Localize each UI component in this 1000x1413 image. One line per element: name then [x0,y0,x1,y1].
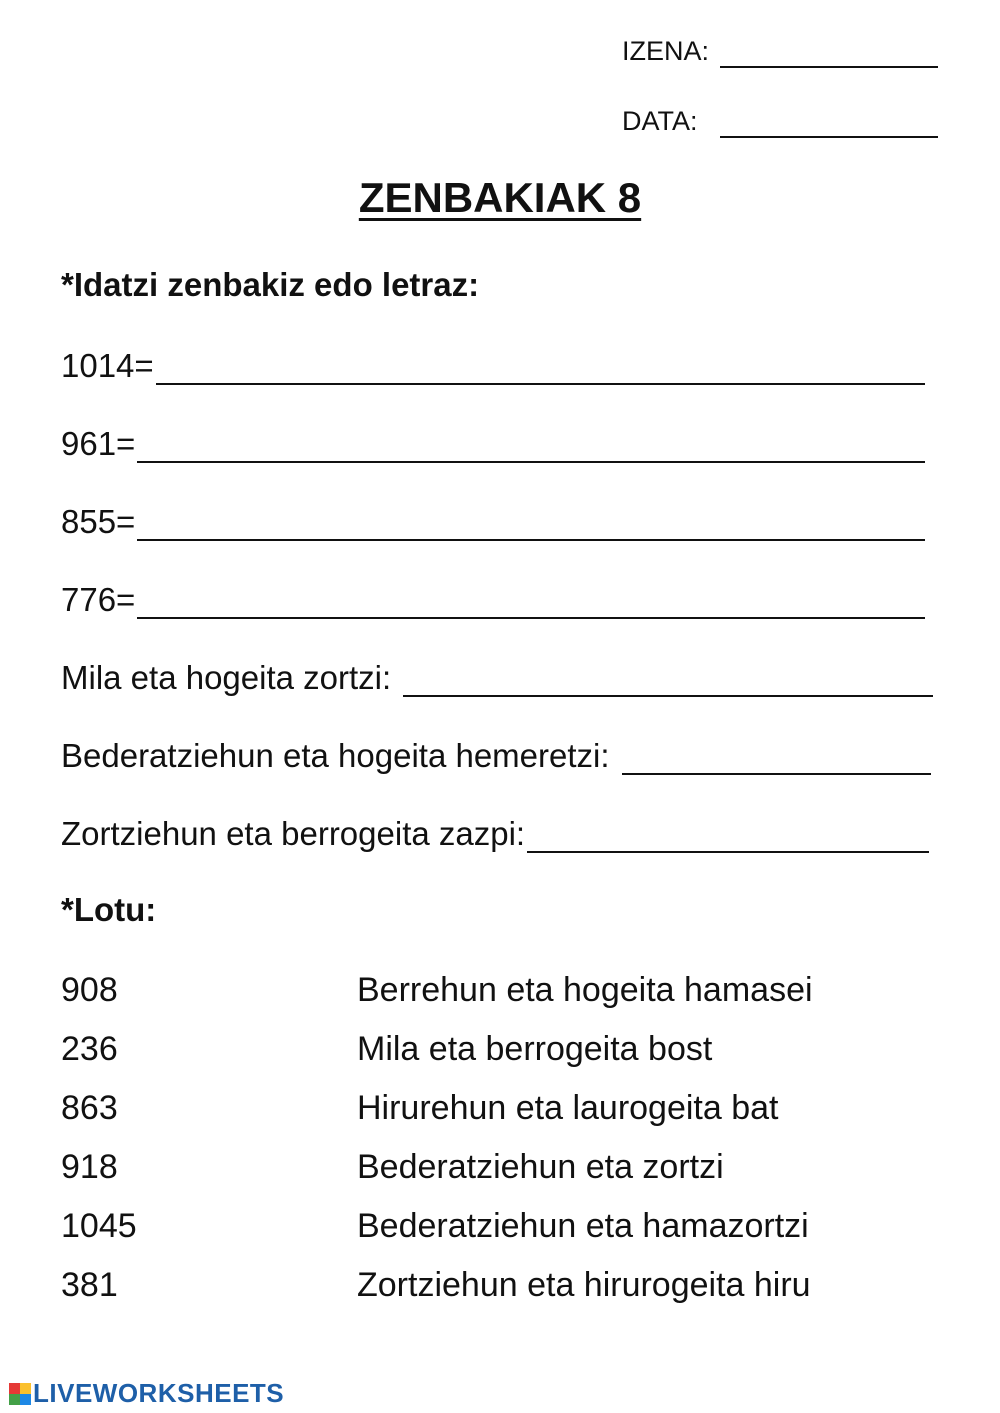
match-number[interactable]: 908 [61,971,118,1009]
match-number[interactable]: 863 [61,1089,118,1127]
liveworksheets-logo [9,1378,284,1409]
question-row [61,813,929,853]
match-text[interactable]: Hirurehun eta laurogeita bat [357,1089,779,1127]
answer-field[interactable] [403,663,933,697]
match-text[interactable]: Bederatziehun eta hamazortzi [357,1207,809,1245]
answer-field[interactable] [137,429,925,463]
match-text[interactable]: Zortziehun eta hirurogeita hiru [357,1266,811,1304]
answer-field[interactable] [527,819,929,853]
answer-field[interactable] [137,507,925,541]
question-label: Zortziehun eta berrogeita zazpi: [61,815,526,852]
page-title: ZENBAKIAK 8 [358,174,642,221]
name-field[interactable] [720,66,938,68]
question-label: Mila eta hogeita zortzi: [61,659,392,696]
date-field[interactable] [720,136,938,138]
question-label: 961= [61,425,136,462]
match-text[interactable]: Berrehun eta hogeita hamasei [357,971,813,1009]
match-text[interactable]: Bederatziehun eta zortzi [357,1148,724,1186]
section-match-heading: *Lotu: [61,891,157,928]
answer-field[interactable] [622,741,931,775]
question-label: 776= [61,581,136,618]
question-label: 1014= [61,347,154,384]
question-row [61,345,925,385]
question-row [61,657,933,697]
question-row [61,501,925,541]
logo-text: LIVEWORKSHEETS [33,1378,285,1408]
match-number[interactable]: 918 [61,1148,118,1186]
answer-field[interactable] [156,351,925,385]
section-write-heading: *Idatzi zenbakiz edo letraz: [61,266,480,303]
question-row [61,735,931,775]
name-label: IZENA: [622,36,710,66]
date-label: DATA: [622,106,698,136]
question-label: 855= [61,503,136,540]
question-label: Bederatziehun eta hogeita hemeretzi: [61,737,610,774]
question-row [61,423,925,463]
match-text[interactable]: Mila eta berrogeita bost [357,1030,713,1068]
match-number[interactable]: 381 [61,1266,118,1304]
logo-icon [9,1383,31,1405]
answer-field[interactable] [137,585,925,619]
match-number[interactable]: 1045 [61,1207,137,1245]
match-number[interactable]: 236 [61,1030,118,1068]
question-row [61,579,925,619]
